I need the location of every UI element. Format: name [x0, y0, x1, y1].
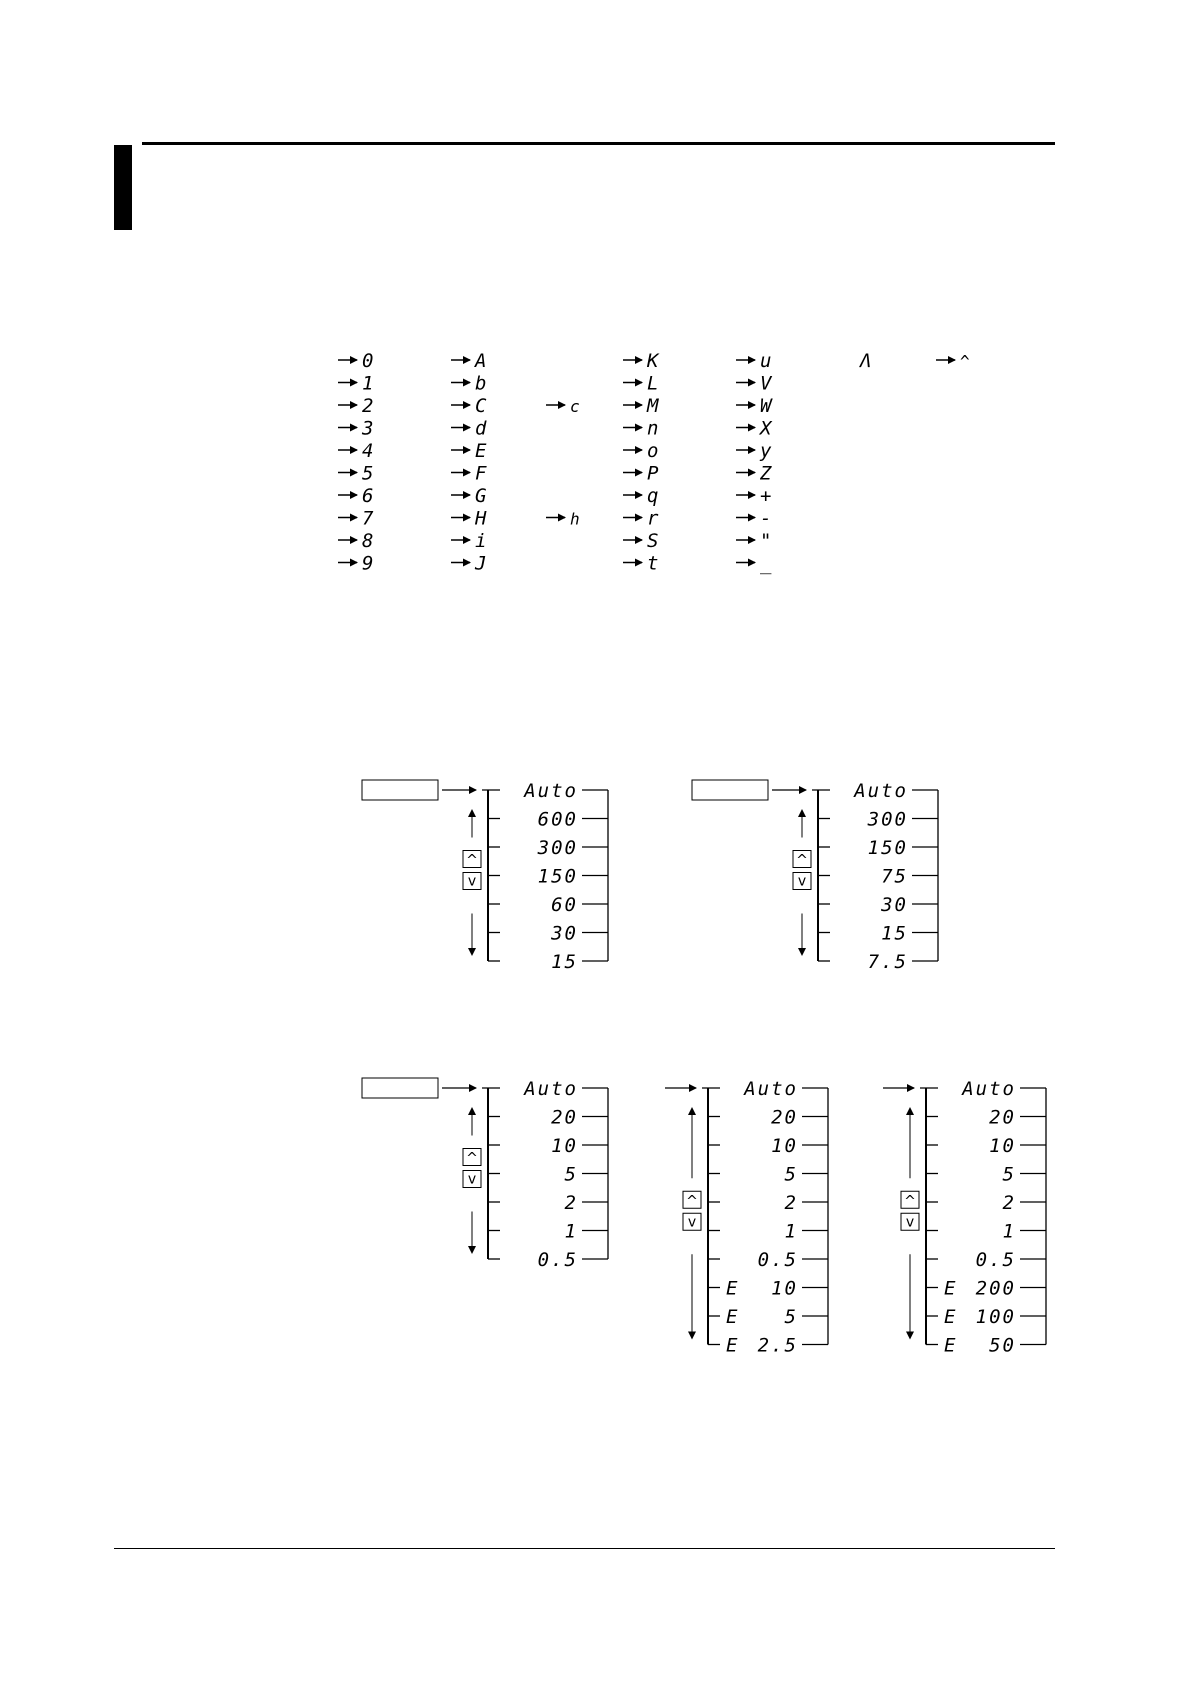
range-selectors — [362, 780, 1046, 1357]
option-value: 15 — [551, 951, 578, 973]
char-glyph: b — [475, 372, 489, 395]
option-value: 10 — [989, 1135, 1016, 1157]
option-value: 60 — [551, 894, 578, 916]
option-value: 150 — [867, 837, 908, 859]
char-glyph: d — [475, 417, 489, 440]
option-value: 10 — [551, 1135, 578, 1157]
char-glyph: S — [647, 530, 661, 552]
up-key-glyph: ^ — [466, 1150, 478, 1167]
up-key-glyph: ^ — [904, 1193, 916, 1210]
char-glyph: c — [570, 397, 580, 416]
option-value: 300 — [867, 808, 908, 831]
char-glyph: 4 — [362, 440, 376, 462]
char-glyph: n — [647, 417, 661, 440]
down-key-glyph: v — [687, 1214, 697, 1231]
option-value: 10 — [771, 1135, 798, 1157]
option-value: 5 — [564, 1163, 578, 1186]
option-value: 30 — [881, 894, 908, 916]
option-value: 50 — [989, 1334, 1016, 1357]
down-key-glyph: v — [797, 873, 807, 890]
char-glyph: C — [475, 395, 489, 417]
option-value: 200 — [975, 1277, 1016, 1300]
option-value: 1 — [784, 1220, 798, 1243]
option-value: 1 — [564, 1220, 578, 1243]
char-glyph: q — [647, 485, 661, 507]
option-value: 20 — [551, 1106, 578, 1129]
char-glyph: P — [647, 462, 661, 485]
char-glyph: o — [647, 440, 661, 462]
char-glyph: t — [647, 552, 661, 575]
char-glyph: y — [760, 440, 774, 462]
option-value: 75 — [881, 865, 908, 888]
char-glyph: ^ — [960, 352, 970, 371]
option-value: 5 — [784, 1306, 798, 1328]
option-auto: Auto — [524, 780, 578, 802]
char-glyph: H — [475, 507, 489, 530]
char-glyph: 1 — [362, 372, 376, 395]
option-prefix: E — [944, 1277, 958, 1300]
char-glyph: G — [475, 485, 489, 507]
char-glyph: 5 — [362, 462, 376, 485]
option-prefix: E — [944, 1306, 958, 1328]
option-value: 2 — [564, 1192, 578, 1214]
char-glyph: 8 — [362, 530, 376, 552]
char-glyph: J — [475, 552, 489, 575]
char-glyph: M — [647, 395, 661, 417]
setting-label-box — [362, 1078, 438, 1098]
up-key-glyph: ^ — [686, 1193, 698, 1210]
option-value: 0.5 — [975, 1249, 1016, 1271]
option-prefix: E — [944, 1334, 958, 1357]
range-selector — [665, 1078, 828, 1357]
char-glyph: " — [760, 530, 774, 552]
char-glyph: F — [475, 462, 489, 485]
option-prefix: E — [726, 1306, 740, 1328]
option-value: 5 — [784, 1163, 798, 1186]
char-glyph: V — [760, 372, 774, 395]
char-glyph: 7 — [362, 507, 376, 530]
option-value: 0.5 — [537, 1249, 578, 1271]
char-glyph: 2 — [362, 395, 376, 417]
char-glyph: - — [760, 507, 774, 530]
option-value: 100 — [975, 1306, 1016, 1328]
option-value: 1 — [1002, 1220, 1016, 1243]
chapter-side-tab — [114, 145, 132, 230]
range-selector — [692, 780, 938, 973]
char-glyph: L — [647, 372, 661, 395]
char-glyph: W — [760, 395, 774, 417]
option-value: 30 — [551, 922, 578, 945]
char-glyph: 0 — [362, 350, 376, 372]
option-value: 0.5 — [757, 1249, 798, 1271]
setting-label-box — [692, 780, 768, 800]
option-value: 15 — [881, 922, 908, 945]
char-glyph: h — [570, 509, 580, 529]
char-glyph: i — [475, 530, 489, 552]
up-key-glyph: ^ — [796, 852, 808, 869]
range-selector — [883, 1078, 1046, 1357]
option-value: 150 — [537, 865, 578, 888]
footer-rule — [114, 1548, 1055, 1549]
option-value: 2 — [1002, 1192, 1016, 1214]
option-value: 2 — [784, 1192, 798, 1214]
range-selector — [362, 1078, 608, 1271]
char-glyph: A — [475, 350, 489, 372]
option-value: 7.5 — [867, 951, 908, 973]
char-glyph: Z — [760, 462, 774, 485]
option-auto: Auto — [962, 1078, 1016, 1100]
char-glyph: E — [475, 440, 489, 462]
setting-label-box — [362, 780, 438, 800]
option-auto: Auto — [524, 1078, 578, 1100]
range-selector — [362, 780, 608, 973]
option-prefix: E — [726, 1334, 740, 1357]
up-key-glyph: ^ — [466, 852, 478, 869]
char-glyph: r — [647, 507, 661, 530]
option-value: 5 — [1002, 1163, 1016, 1186]
char-glyph: u — [760, 350, 774, 372]
option-value: 600 — [537, 808, 578, 831]
option-value: 20 — [771, 1106, 798, 1129]
char-glyph: + — [760, 485, 774, 507]
char-glyph: _ — [760, 552, 774, 575]
option-auto: Auto — [854, 780, 908, 802]
char-glyph: K — [647, 350, 661, 372]
option-auto: Auto — [744, 1078, 798, 1100]
header-rule — [142, 142, 1055, 145]
char-glyph: Λ — [860, 350, 874, 372]
character-table — [338, 350, 970, 575]
option-value: 300 — [537, 837, 578, 859]
down-key-glyph: v — [905, 1214, 915, 1231]
down-key-glyph: v — [467, 1171, 477, 1188]
char-glyph: X — [760, 417, 774, 440]
char-glyph: 3 — [362, 417, 376, 440]
char-glyph: 9 — [362, 552, 376, 575]
option-value: 10 — [771, 1277, 798, 1300]
option-value: 2.5 — [757, 1334, 798, 1357]
option-value: 20 — [989, 1106, 1016, 1129]
down-key-glyph: v — [467, 873, 477, 890]
option-prefix: E — [726, 1277, 740, 1300]
char-glyph: 6 — [362, 485, 376, 507]
